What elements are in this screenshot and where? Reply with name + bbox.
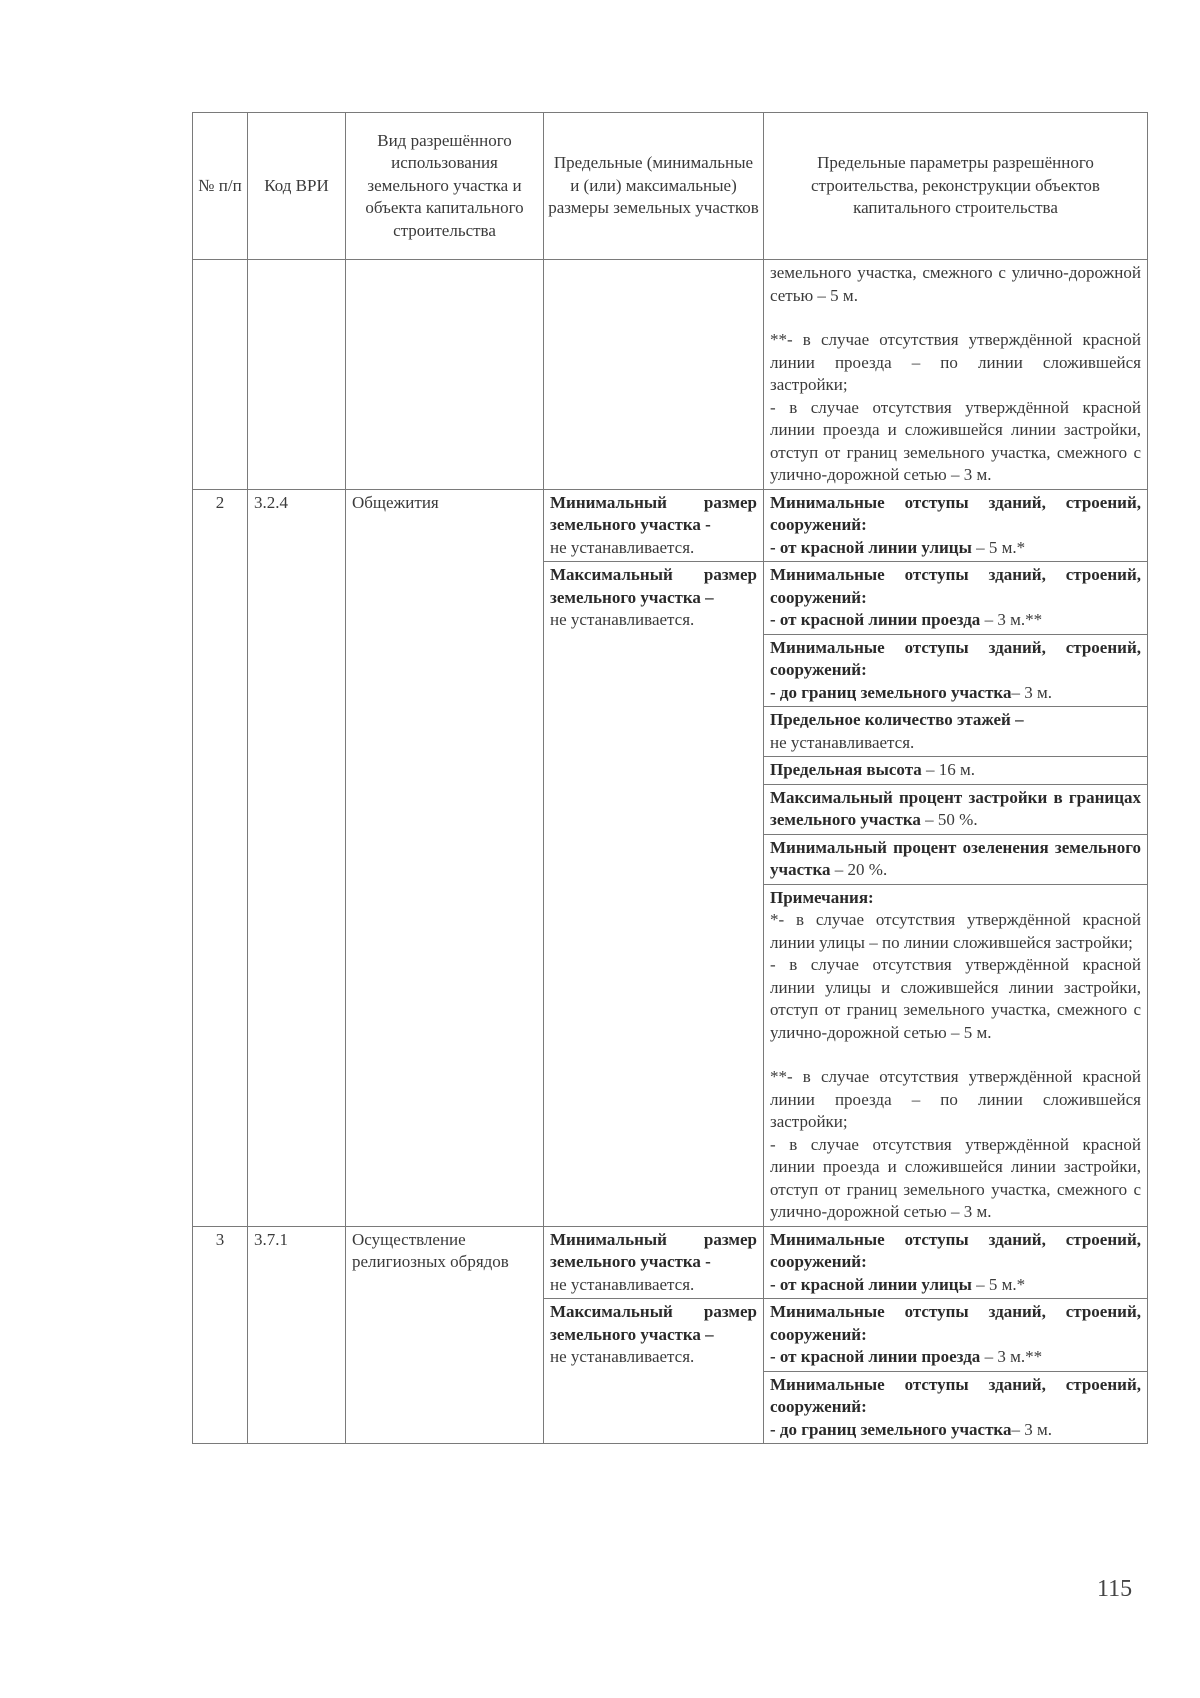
row3-param-1-label: Минимальные отступы зданий, строений, сооружений: (770, 1229, 1141, 1271)
row3-min-size-value: не устанавливается. (550, 1274, 695, 1294)
continuation-text-2: **- в случае отсутствия утверждённой красной линии проезда – по линии сложившейся застройки; (770, 330, 1141, 394)
cell-use (346, 260, 544, 490)
table-row-continuation (193, 260, 1148, 490)
cell-params (764, 260, 1148, 490)
row3-code: 3.7.1 (248, 1226, 346, 1444)
row2-param-3-value: – 3 м. (1011, 682, 1052, 702)
row2-param-7-value: – 20 %. (830, 860, 888, 879)
header-use-type: Вид разрешённого использования земельного участка и объекта капитального строительства (346, 113, 544, 260)
row3-param-1-line: - от красной линии улицы (770, 1274, 972, 1294)
row3-num: 3 (193, 1226, 248, 1444)
row2-max-size-label: Максимальный размер земельного участка – (550, 565, 757, 607)
row3-param-2-line: - от красной линии проезда (770, 1347, 981, 1366)
row2-param-2 (764, 562, 1148, 635)
row2-param-4 (764, 707, 1148, 757)
row3-min-size-label: Минимальный размер земельного участка - (550, 1229, 757, 1271)
row2-param-2-value: – 3 м.** (980, 610, 1043, 629)
row2-param-4-label: Предельное количество этажей – (770, 710, 1024, 729)
row2-notes-title: Примечания: (770, 887, 874, 907)
row2-param-2-label: Минимальные отступы зданий, строений, сооружений: (770, 565, 1141, 607)
row2-note-4: - в случае отсутствия утверждённой красной линии проезда и сложившейся линии застройки, отступ от границ земельного участка, смежного с улично-дорожной сетью – 3 м. (770, 1134, 1141, 1221)
row3-param-1-value: – 5 м.* (971, 1274, 1026, 1294)
row2-min-size-value: не устанавливается. (550, 537, 695, 557)
table-row (193, 1226, 1148, 1299)
cell-num (193, 260, 248, 490)
header-build-params: Предельные параметры разрешённого строительства, реконструкции объектов капитального строительства (764, 113, 1148, 260)
row3-param-3-label: Минимальные отступы зданий, строений, сооружений: (770, 1374, 1141, 1416)
row2-param-7-label: Минимальный процент озеленения земельного участка (770, 837, 1141, 879)
row2-param-3-line: - до границ земельного участка (770, 682, 1012, 702)
row2-param-5 (764, 757, 1148, 785)
header-plot-sizes: Предельные (минимальные и (или) максимальные) размеры земельных участков (544, 113, 764, 260)
header-code: Код ВРИ (248, 113, 346, 260)
table-header-row (193, 113, 1148, 260)
row2-param-1-line: - от красной линии улицы (770, 537, 972, 557)
row3-param-2 (764, 1299, 1148, 1372)
row2-note-3: **- в случае отсутствия утверждённой красной линии проезда – по линии сложившейся застройки; (770, 1067, 1141, 1131)
row2-min-size (544, 489, 764, 562)
row2-max-size-value: не устанавливается. (550, 610, 695, 629)
row3-max-size-label: Максимальный размер земельного участка – (550, 1302, 757, 1344)
table-row (193, 489, 1148, 562)
continuation-text-3: - в случае отсутствия утверждённой красной линии проезда и сложившейся линии застройки, отступ от границ земельного участка, смежного с улично-дорожной сетью – 3 м. (770, 397, 1141, 484)
row3-max-size-value: не устанавливается. (550, 1347, 695, 1366)
row2-param-6 (764, 784, 1148, 834)
row2-param-2-line: - от красной линии проезда (770, 610, 981, 629)
row3-param-3-value: – 3 м. (1011, 1419, 1052, 1439)
header-num: № п/п (193, 113, 248, 260)
row2-param-6-label: Максимальный процент застройки в границах земельного участка (770, 787, 1141, 829)
land-use-regulations-table (192, 112, 1148, 1444)
row3-param-3 (764, 1371, 1148, 1444)
row2-note-2: - в случае отсутствия утверждённой красной линии улицы и сложившейся линии застройки, отступ от границ земельного участка, смежного с улично-дорожной сетью – 5 м. (770, 955, 1141, 1042)
page-number: 115 (1097, 1576, 1133, 1602)
row3-use-name: Осуществление религиозных обрядов (346, 1226, 544, 1444)
cell-sizes (544, 260, 764, 490)
continuation-text-1: земельного участка, смежного с улично-дорожной сетью – 5 м. (770, 263, 1141, 305)
row3-param-2-label: Минимальные отступы зданий, строений, сооружений: (770, 1302, 1141, 1344)
row3-param-2-value: – 3 м.** (980, 1347, 1043, 1366)
row2-param-7 (764, 834, 1148, 884)
cell-code (248, 260, 346, 490)
row2-param-5-label: Предельная высота (770, 760, 922, 779)
row2-max-size (544, 562, 764, 1227)
row3-param-3-line: - до границ земельного участка (770, 1419, 1012, 1439)
row2-min-size-label: Минимальный размер земельного участка - (550, 492, 757, 534)
row2-notes (764, 884, 1148, 1226)
row2-param-5-value: – 16 м. (921, 760, 976, 779)
row3-max-size (544, 1299, 764, 1444)
row2-param-6-value: – 50 %. (920, 810, 978, 829)
row2-param-3-label: Минимальные отступы зданий, строений, сооружений: (770, 637, 1141, 679)
row3-min-size (544, 1226, 764, 1299)
row2-note-1: *- в случае отсутствия утверждённой красной линии улицы – по линии сложившейся застройки; (770, 910, 1141, 952)
row2-param-4-value: не устанавливается. (770, 732, 915, 752)
row2-param-1-value: – 5 м.* (971, 537, 1026, 557)
row3-param-1 (764, 1226, 1148, 1299)
row2-code: 3.2.4 (248, 489, 346, 1226)
row2-param-1-label: Минимальные отступы зданий, строений, сооружений: (770, 492, 1141, 534)
row2-num: 2 (193, 489, 248, 1226)
row2-param-3 (764, 634, 1148, 707)
row2-use-name: Общежития (346, 489, 544, 1226)
row2-param-1 (764, 489, 1148, 562)
